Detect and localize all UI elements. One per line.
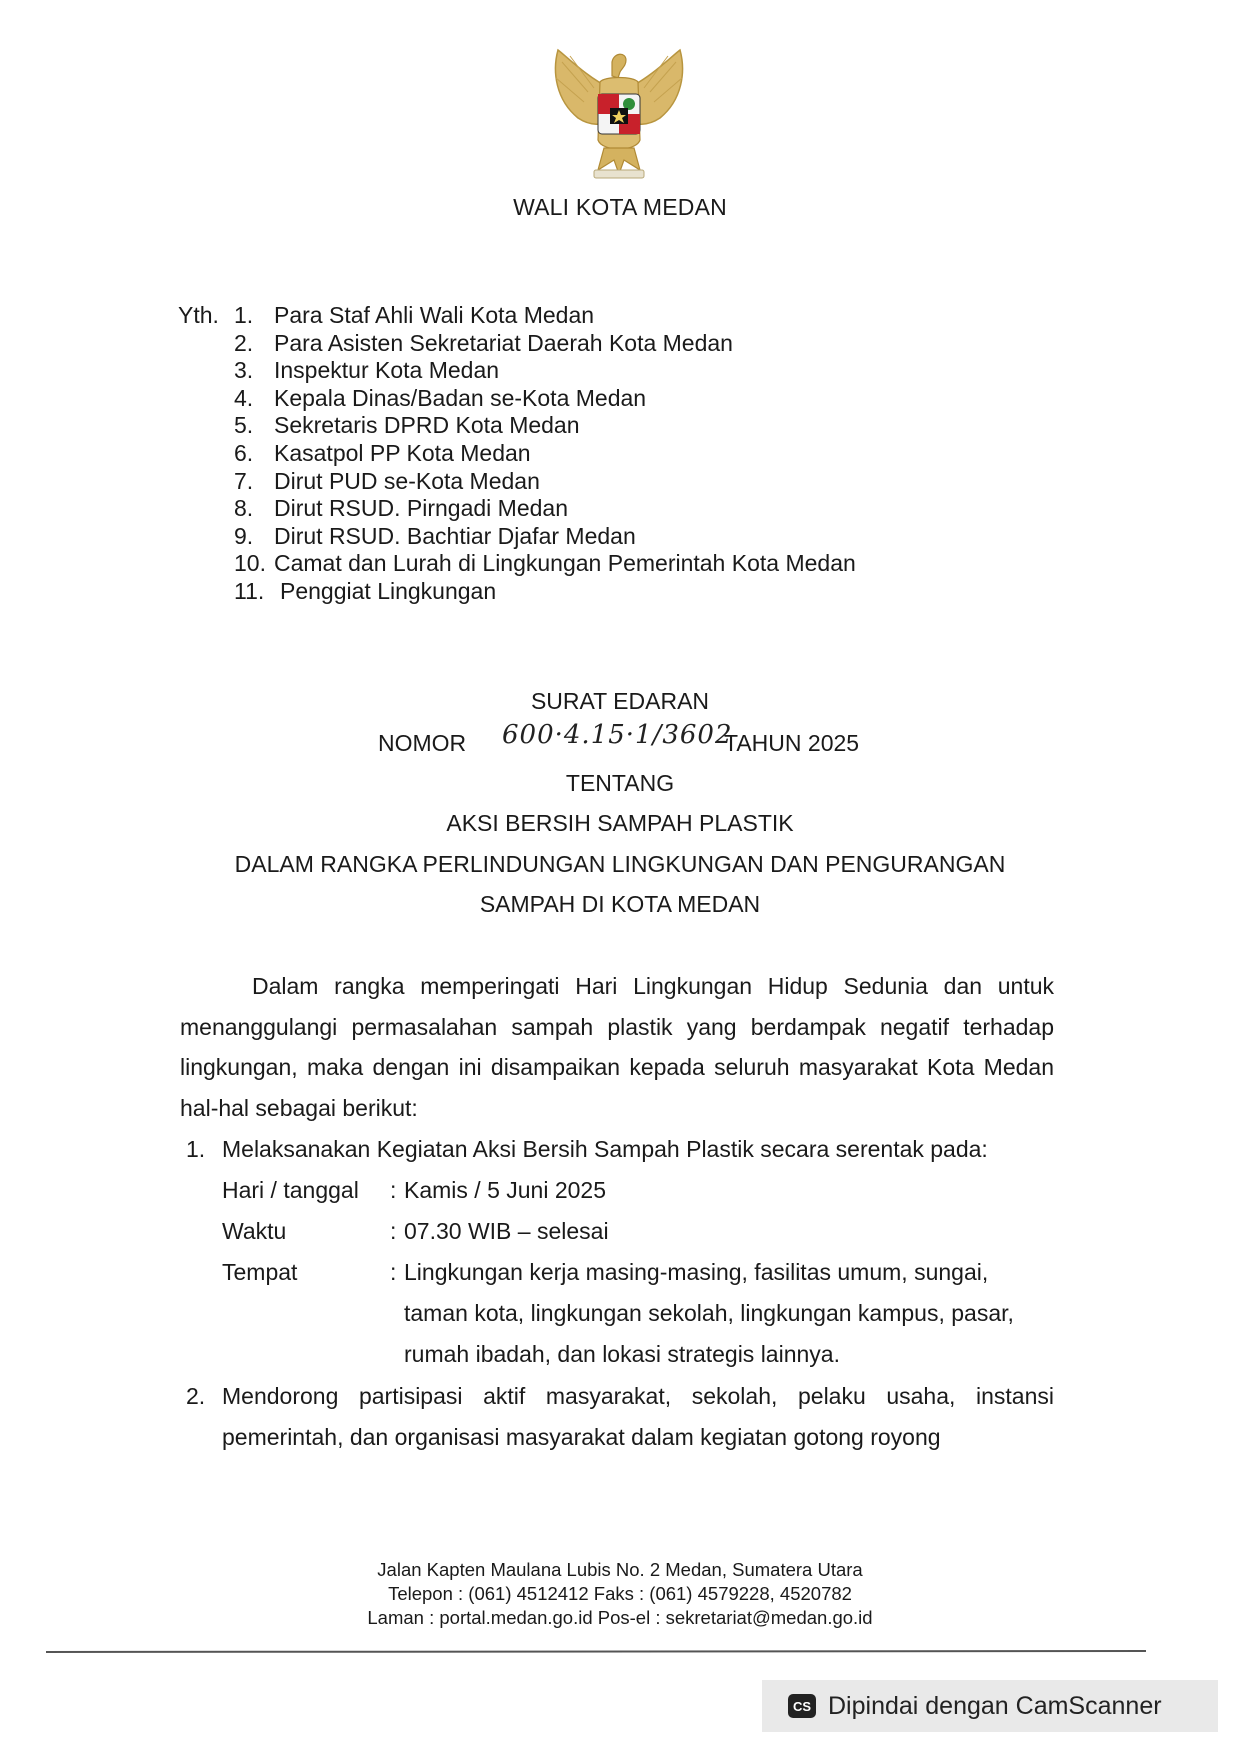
issuer-title: WALI KOTA MEDAN	[513, 194, 727, 220]
addressee-number: 1.	[234, 302, 254, 328]
addressee-item	[234, 357, 1054, 385]
addressee-text: Inspektur Kota Medan	[274, 357, 500, 384]
addressee-number: 4.	[234, 384, 254, 411]
addressee-number: 3.	[234, 357, 254, 384]
addressee-item	[234, 302, 1054, 330]
subject-line-1: AKSI BERSIH SAMPAH PLASTIK	[446, 810, 794, 836]
addressee-item	[234, 412, 1054, 440]
addressee-text: Kepala Dinas/Badan se-Kota Medan	[274, 384, 647, 411]
nomor-handwritten-value: 600·4.15·1/3602	[502, 720, 733, 750]
detail-colon: :	[390, 1177, 397, 1203]
detail-colon: :	[390, 1218, 397, 1244]
addressee-text: Para Asisten Sekretariat Daerah Kota Medan	[274, 329, 733, 356]
footer-phone: Telepon : (061) 4512412 Faks : (061) 4579228, 4520782	[388, 1583, 852, 1604]
document-year: TAHUN 2025	[724, 730, 860, 756]
addressee-item	[234, 578, 1054, 606]
document-type: SURAT EDARAN	[530, 688, 710, 714]
detail-value: Kamis / 5 Juni 2025	[404, 1177, 607, 1203]
intro-text: Dalam rangka memperingati Hari Lingkungan Hidup Sedunia dan untuk menanggulangi permasalahan sampah plastik yang berdampak negatif terhadap lingkungan, maka dengan ini disampaikan kepada seluruh masyarakat Kota Medan hal-hal sebagai berikut:	[180, 973, 1054, 1121]
subject-line-2: DALAM RANGKA PERLINDUNGAN LINGKUNGAN DAN PENGURANGAN	[234, 851, 1006, 877]
addressee-item	[234, 550, 1054, 578]
addressee-item	[234, 330, 1054, 358]
addressee-item	[234, 385, 1054, 413]
addressee-text: Kasatpol PP Kota Medan	[274, 439, 531, 466]
footer-web: Laman : portal.medan.go.id Pos-el : sekretariat@medan.go.id	[367, 1607, 873, 1628]
addressee-prefix: Yth.	[178, 302, 219, 328]
addressee-item	[234, 523, 1054, 551]
detail-label: Hari / tanggal	[222, 1177, 359, 1203]
addressee-text: Para Staf Ahli Wali Kota Medan	[274, 302, 595, 328]
addressee-item	[234, 495, 1054, 523]
addressee-number: 2.	[234, 329, 254, 356]
point-number: 1.	[186, 1136, 206, 1162]
footer-address: Jalan Kapten Maulana Lubis No. 2 Medan, Sumatera Utara	[377, 1559, 863, 1580]
camscanner-logo-icon: CS	[788, 1694, 816, 1718]
addressee-list	[234, 302, 1054, 606]
addressee-text: Penggiat Lingkungan	[280, 577, 497, 604]
point-number: 2.	[186, 1383, 206, 1409]
addressee-text: Dirut RSUD. Pirngadi Medan	[274, 495, 569, 522]
addressee-number: 8.	[234, 495, 254, 522]
detail-label: Waktu	[222, 1218, 287, 1244]
addressee-number: 6.	[234, 439, 254, 466]
addressee-item	[234, 440, 1054, 468]
subject-line-3: SAMPAH DI KOTA MEDAN	[479, 891, 761, 917]
addressee-text: Sekretaris DPRD Kota Medan	[274, 412, 580, 439]
detail-colon: :	[390, 1259, 397, 1285]
letter-footer	[0, 1558, 1240, 1630]
addressee-text: Dirut RSUD. Bachtiar Djafar Medan	[274, 522, 636, 549]
addressee-item	[234, 468, 1054, 496]
detail-label: Tempat	[222, 1259, 298, 1285]
addressee-text: Dirut PUD se-Kota Medan	[274, 467, 540, 494]
tentang-label: TENTANG	[565, 770, 675, 796]
point-text: Melaksanakan Kegiatan Aksi Bersih Sampah Plastik secara serentak pada:	[222, 1136, 988, 1162]
garuda-emblem-icon	[548, 48, 690, 186]
camscanner-text: Dipindai dengan CamScanner	[828, 1691, 1162, 1720]
footer-rule	[46, 1650, 1146, 1654]
detail-value: 07.30 WIB – selesai	[404, 1218, 609, 1244]
intro-paragraph	[180, 966, 1054, 1128]
camscanner-watermark	[762, 1680, 1218, 1732]
addressee-number: 5.	[234, 412, 254, 439]
detail-value: Lingkungan kerja masing-masing, fasilitas umum, sungai, taman kota, lingkungan sekolah, lingkungan kampus, pasar, rumah ibadah, dan lokasi strategis lainnya.	[404, 1259, 1014, 1367]
addressee-text: Camat dan Lurah di Lingkungan Pemerintah Kota Medan	[274, 550, 856, 577]
addressee-number: 9.	[234, 522, 254, 549]
addressee-number: 10.	[234, 550, 266, 577]
addressee-number: 11.	[234, 577, 265, 604]
point-text: Mendorong partisipasi aktif masyarakat, sekolah, pelaku usaha, instansi pemerintah, dan organisasi masyarakat dalam kegiatan gotong royong	[222, 1383, 1054, 1450]
nomor-label: NOMOR	[378, 730, 467, 756]
addressee-number: 7.	[234, 467, 254, 494]
